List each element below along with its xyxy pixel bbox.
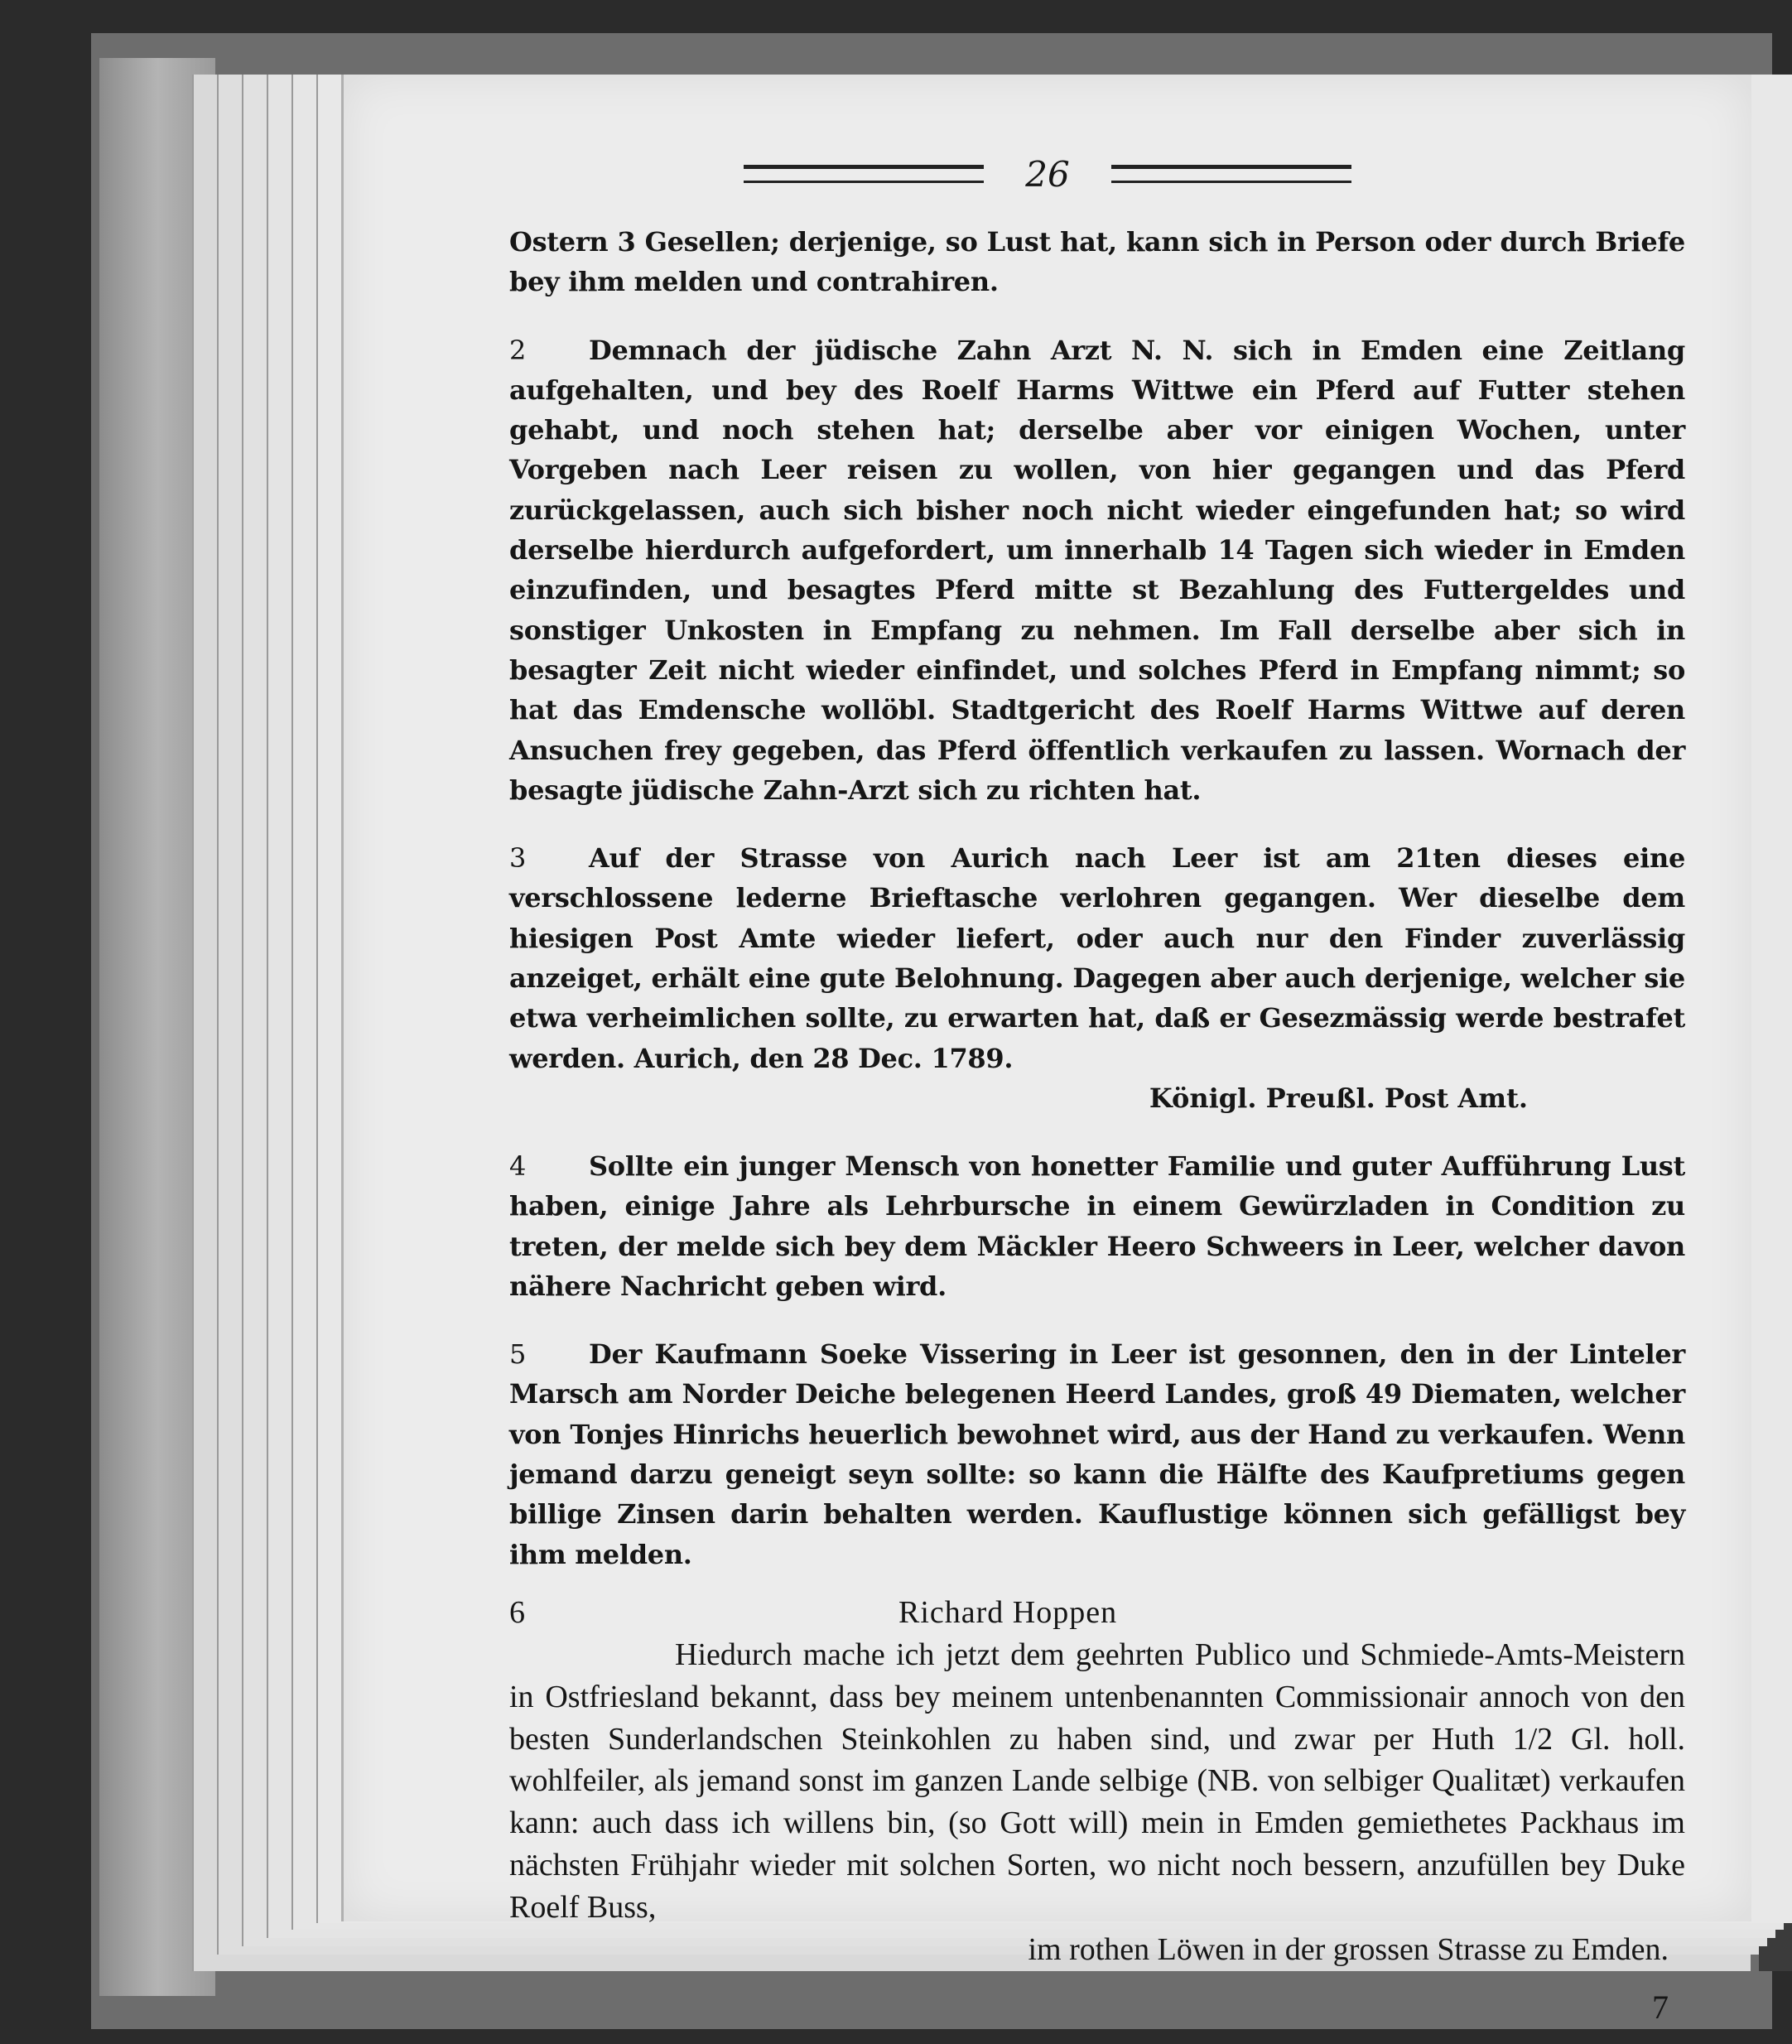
document-page — [341, 75, 1751, 2027]
notice-number: 3 — [509, 842, 527, 875]
header-rule-left — [744, 165, 984, 183]
notice-text: Demnach der jüdische Zahn Arzt N. N. sich in Emden eine Zeitlang aufgehalten, und bey des Roelf Harms Wittwe ein Pferd auf Futter stehen gehabt, und noch stehen hat; derselbe aber vor einigen Wochen, unter Vorgeben nach Leer reisen zu wollen, von hier gegangen und das Pferd zurückgelassen, auch sich bisher noch nicht wieder eingefunden hat; so wird derselbe hierdurch aufgefordert, um innerhalb 14 Tagen sich wieder in Emden einzufinden, und besagtes Pferd mitte st Bezahlung des Futtergeldes und sonstiger Unkosten in Empfang zu nehmen. Im Fall derselbe aber sich in besagter Zeit nicht wieder einfindet, und solches Pferd in Empfang nimmt; so hat das Emdensche wollöbl. Stadtgericht des Roelf Harms Wittwe auf deren Ansuchen frey gegeben, das Pferd öffentlich verkaufen zu lassen. Wornach der besagte jüdische Zahn-Arzt sich zu richten hat. — [509, 334, 1685, 806]
catchword: 7 — [1652, 1989, 1669, 2027]
notice-paragraph — [509, 838, 1685, 1078]
notice-signature: Königl. Preußl. Post Amt. — [1149, 1082, 1528, 1114]
notice-text: Der Kaufmann Soeke Vissering in Leer ist gesonnen, den in der Linteler Marsch am Norder Deiche belegenen Heerd Landes, groß 49 Diematen, welcher von Tonjes Hinrichs heuerlich bewohnet wird, aus der Hand zu verkaufen. Wenn jemand darzu geneigt seyn sollte: so kann die Hälfte des Kaufpretiums gegen billige Zinsen darin behalten werden. Kauflustige können sich gefälligst bey ihm melden. — [509, 1338, 1685, 1570]
notice-number: 5 — [509, 1338, 527, 1371]
notice-text: Hiedurch mache ich jetzt dem geehrten Publico und Schmiede-Amts-Meistern in Ostfriesland bekannt, dass bey meinem untenbenannten Commissionair annoch von den besten Sunderlandschen Steinkohlen zu haben sind, und zwar per Huth 1/2 Gl. holl. wohlfeiler, als jemand sonst im ganzen Lande selbige (NB. von selbiger Qualitæt) verkaufen kann: auch dass ich willens bin, (so Gott will) mein in Emden gemiethetes Packhaus im nächsten Frühjahr wieder mit solchen Sorten, wo nicht noch bessern, anzufüllen bey Duke Roelf Buss, — [509, 1637, 1685, 1925]
notice-paragraph — [509, 222, 1685, 302]
notice-number: 4 — [509, 1150, 527, 1182]
notice-paragraph — [509, 1146, 1685, 1306]
notice-6-author: Richard Hoppen — [898, 1594, 1118, 1630]
notice-6-heading — [509, 1591, 1685, 1634]
notice-number: 2 — [509, 334, 527, 366]
notice-6-body — [509, 1634, 1685, 1929]
notice-paragraph — [509, 330, 1685, 811]
notice-text: Ostern 3 Gesellen; derjenige, so Lust hat, kann sich in Person oder durch Briefe bey ihm melden und contrahiren. — [509, 226, 1685, 298]
page-header — [551, 149, 1544, 199]
notice-paragraph — [509, 1334, 1685, 1574]
header-rule-right — [1111, 165, 1351, 183]
notice-text: Auf der Strasse von Aurich nach Leer ist am 21ten dieses eine verschlossene lederne Brieftasche verlohren gegangen. Wer dieselbe dem hiesigen Post Amte wieder liefert, oder auch nur den Finder zuverlässig anzeiget, erhält eine gute Belohnung. Dagegen aber auch derjenige, welcher sie etwa verheimlichen sollte, zu erwarten hat, daß er Gesezmässig werde bestrafet werden. Aurich, den 28 Dec. 1789. — [509, 842, 1685, 1074]
page-number: 26 — [1025, 153, 1070, 195]
notice-number: 6 — [509, 1594, 525, 1630]
notice-text: Sollte ein junger Mensch von honetter Familie und guter Aufführung Lust haben, einige Jahre als Lehrbursche in einem Gewürzladen in Condition zu treten, der melde sich bey dem Mäckler Heero Schweers in Leer, welcher davon nähere Nachricht geben wird. — [509, 1150, 1685, 1302]
page-content — [509, 149, 1685, 2027]
notice-6-address: im rothen Löwen in der grossen Strasse zu Emden. — [1028, 1932, 1669, 1968]
